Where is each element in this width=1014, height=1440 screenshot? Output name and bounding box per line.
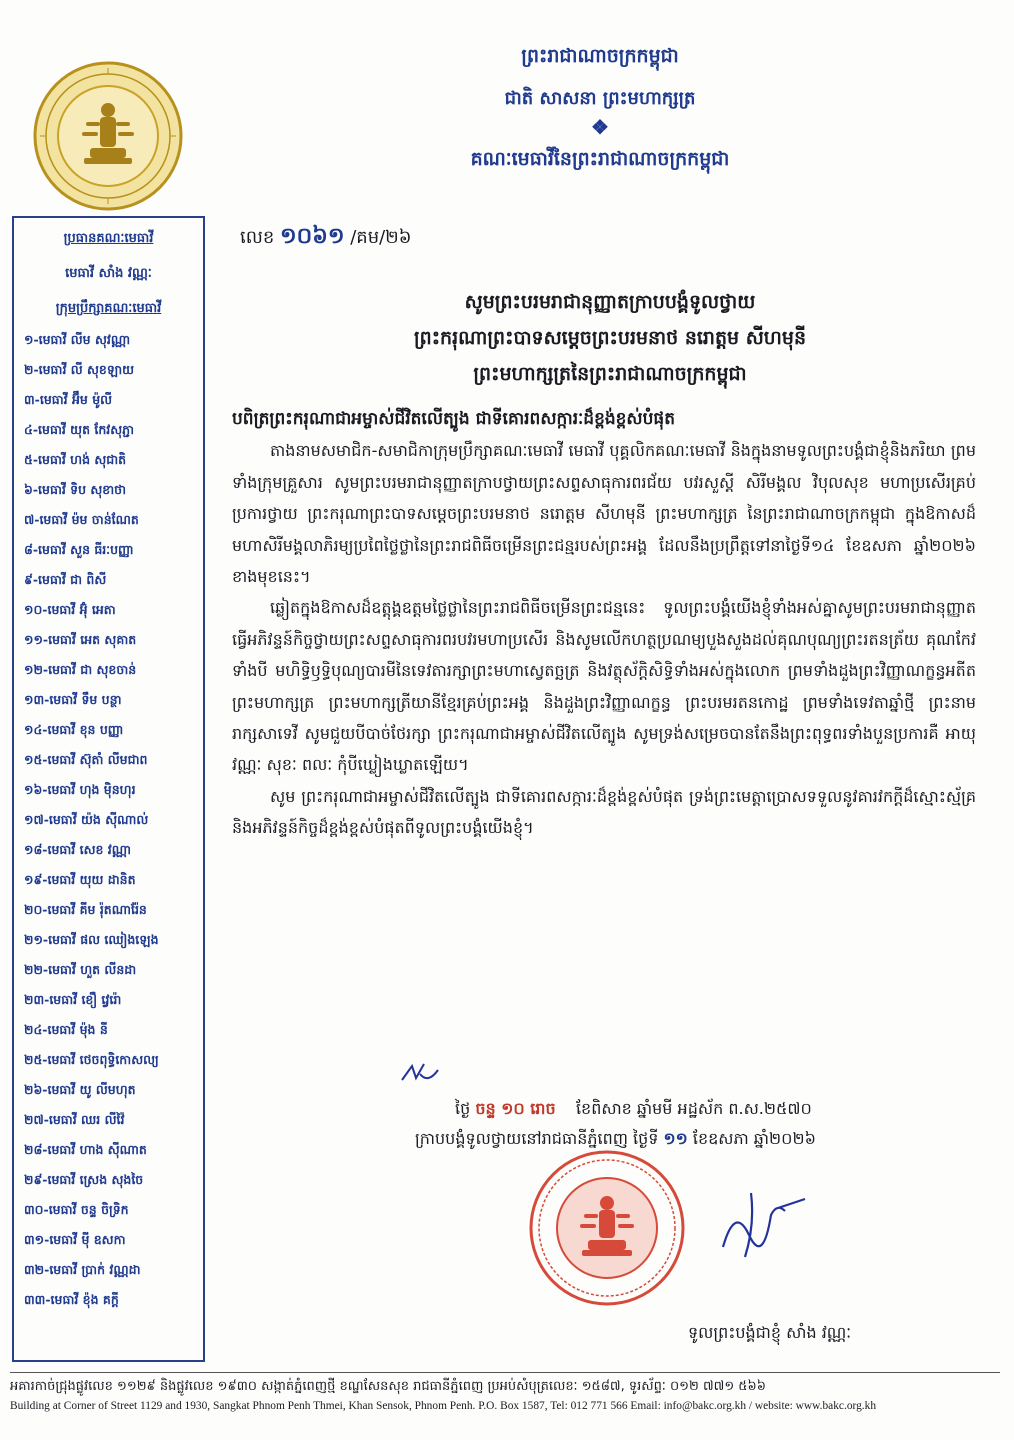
signature-icon <box>715 1185 815 1265</box>
reference-value: ១០៦១ <box>280 223 345 249</box>
lunar-date <box>455 1098 812 1122</box>
council-member-list <box>14 325 203 1315</box>
council-member: ៧-មេធាវី ម៉ម ចាន់ណែត <box>24 512 139 527</box>
lunar-rest: ខែពិសាខ ឆ្នាំមមី អដ្ឋស័ក ព.ស.២៥៧០ <box>575 1099 812 1118</box>
bar-association-seal <box>32 60 184 212</box>
council-member: ៣-មេធាវី អ៊ឹម ម៉ូលី <box>24 392 113 407</box>
council-member: ២៥-មេធាវី ថេចពុទ្ធិកោសល្យ <box>24 1052 159 1067</box>
letter-addressee <box>230 284 990 392</box>
council-member: ២០-មេធាវី គីម រ៉ុតណារ៉ែន <box>24 902 147 917</box>
council-member: ៨-មេធាវី សួន ធីរៈបញ្ញា <box>24 542 134 557</box>
letter-body <box>232 404 976 844</box>
council-member: ២-មេធាវី លី សុខឡាយ <box>24 362 135 377</box>
council-member: ៣៣-មេធាវី ខ៉ុង គក្តី <box>24 1292 119 1307</box>
council-member: ៣២-មេធាវី ប្រាក់ វណ្ណដា <box>24 1262 141 1277</box>
council-heading: ក្រុមប្រឹក្សាគណៈមេធាវី <box>55 301 162 316</box>
council-member: ១១-មេធាវី អេត សុគាត <box>24 632 137 647</box>
solar-rest: ខែឧសភា ឆ្នាំ២០២៦ <box>692 1129 816 1148</box>
council-member: ២៨-មេធាវី ហាង ស៊ីណាត <box>24 1142 147 1157</box>
initial-mark-icon <box>398 1058 442 1088</box>
council-member: ១៧-មេធាវី យ៉ង ស៊ីណាល់ <box>24 812 149 827</box>
salutation: បពិត្រព្រះករុណាជាអម្ចាស់ជីវិតលើត្បូង ជាទីគោរពសក្ការៈដ៏ខ្ពង់ខ្ពស់បំផុត <box>232 409 675 429</box>
council-member: ១៣-មេធាវី ទឹម បន្ថា <box>24 692 122 707</box>
lunar-prefix: ថ្ងៃ <box>455 1099 471 1118</box>
council-member: ២៣-មេធាវី ខឿ វ្វេរ៉ោ <box>24 992 122 1007</box>
addressee-line-1: សូមព្រះបរមរាជានុញ្ញាតក្រាបបង្គំទូលថ្វាយ <box>464 291 756 313</box>
council-member: ៥-មេធាវី ហង់ សុជាតិ <box>24 452 127 467</box>
council-member: ៣១-មេធាវី ម៉ី ឧសកា <box>24 1232 126 1247</box>
footer-address-english: Building at Corner of Street 1129 and 1930, Sangkat Phnom Penh Thmei, Khan Sensok, Phnom Penh. P.O. Box 1587, Tel: 012 771 566 Email: info@bakc.org.kh / website: www.bakc.org.kh <box>10 1400 877 1412</box>
council-sidebar <box>12 216 205 1362</box>
lunar-day: ចន្ទ ១០ រោច <box>475 1099 556 1118</box>
council-member: ១៥-មេធាវី ស៊ុតាំ លីមជាព <box>24 752 148 767</box>
footer-address-khmer: អគារកាច់ជ្រុងផ្លូវលេខ ១១២៩ និងផ្លូវលេខ ១៩៣០ សង្កាត់ភ្នំពេញថ្មី ខណ្ឌសែនសុខ រាជធានីភ្នំពេញ ប្រអប់សំបុត្រលេខៈ ១៥៨៧, ទូរស័ព្ទៈ ០១២ ៧៧១ ៥៦៦ <box>10 1379 766 1394</box>
ornament-icon: ❖ <box>591 115 609 139</box>
president-heading: ប្រធានគណៈមេធាវី <box>63 231 154 246</box>
addressee-line-2: ព្រះករុណាព្រះបាទសម្តេចព្រះបរមនាថ នរោត្តម សីហមុនី <box>413 327 807 349</box>
solar-prefix: ក្រាបបង្គំទូលថ្វាយនៅរាជធានីភ្នំពេញ ថ្ងៃទី <box>415 1129 659 1148</box>
council-member: ១២-មេធាវី ជា សុខចាន់ <box>24 662 137 677</box>
council-member: ៣០-មេធាវី ចន្ទ ចិទ្រិក <box>24 1202 129 1217</box>
council-member: ១-មេធាវី លីម សុវណ្ណា <box>24 332 131 347</box>
council-member: ១៩-មេធាវី យុយ ដានិត <box>24 872 136 887</box>
reference-suffix: /គម/២៦ <box>350 227 412 248</box>
council-member: ៦-មេធាវី ទិប សុខាថា <box>24 482 127 497</box>
paragraph-1: តាងនាមសមាជិក-សមាជិកាក្រុមប្រឹក្សាគណៈមេធាវី មេធាវី បុគ្គលិកគណៈមេធាវី និងក្នុងនាមទូលព្រះបង្គំជាខ្ញុំនិងភរិយា ព្រមទាំងក្រុមគ្រួសារ សូមព្រះបរមរាជានុញ្ញាតក្រាបថ្វាយព្រះសព្ទសាធុការពរជ័យ បវរសួស្តី សិរីមង្គល វិបុលសុខ មហាប្រសើរគ្រប់ប្រការថ្វាយ ព្រះករុណាព្រះបាទសម្តេចព្រះបរមនាថ នរោត្តម សីហមុនី ព្រះមហាក្សត្រ នៃព្រះរាជាណាចក្រកម្ពុជា ក្នុងឱកាសដ៏មហាសិរីមង្គលាភិរម្យប្រពៃថ្លៃថ្លានៃព្រះរាជពិធីចម្រើនព្រះជន្មរបស់ព្រះអង្គ ដែលនឹងប្រព្រឹត្តទៅនាថ្ងៃទី១៤ ខែឧសភា ឆ្នាំ២០២៦ ខាងមុខនេះ។ <box>232 441 976 587</box>
national-motto: ជាតិ សាសនា ព្រះមហាក្សត្រ <box>504 88 696 109</box>
council-member: ២៦-មេធាវី យូ លីមហុត <box>24 1082 136 1097</box>
council-member: ៩-មេធាវី ជា ពិសី <box>24 572 107 587</box>
signer-name: ទូលព្រះបង្គំជាខ្ញុំ សាំង វណ្ណៈ <box>688 1323 852 1342</box>
council-member: ៤-មេធាវី យុត កែវសុភ្ជា <box>24 422 135 437</box>
council-member: ២២-មេធាវី ហួត លីនដា <box>24 962 137 977</box>
reference-prefix: លេខ <box>240 227 275 248</box>
council-member: ១៤-មេធាវី ខុន បញ្ញា <box>24 722 124 737</box>
council-member: ១៦-មេធាវី ហុង ម៉ិនហុរ <box>24 782 136 797</box>
council-member: ២៤-មេធាវី ម៉ុង នី <box>24 1022 108 1037</box>
letterhead <box>380 38 820 175</box>
footer-divider <box>10 1372 1000 1373</box>
paragraph-2: ឆ្លៀតក្នុងឱកាសដ៏ឧត្តុង្គឧត្តមថ្លៃថ្លានៃព្រះរាជពិធីចម្រើនព្រះជន្មនេះ ទូលព្រះបង្គំយើងខ្ញុំទាំងអស់គ្នាសូមព្រះបរមរាជានុញ្ញាតធ្វើអភិវន្ទន៍កិច្ចថ្វាយព្រះសព្ទសាធុការពរបវរមហាប្រសើរ និងសូមលើកហត្ថប្រណម្យបួងសួងដល់គុណបុណ្យព្រះរតនត្រ័យ គុណកែវទាំងបី មហិទ្ធិឫទ្ធិបុណ្យបារមីនៃទេវតារក្សាព្រះមហាស្វេតច្ឆត្រ និងវត្ថុស័ក្តិសិទ្ធិទាំងអស់ក្នុងលោក ព្រមទាំងដួងព្រះវិញ្ញាណក្ខន្ធអតីតព្រះមហាក្សត្រ ព្រះមហាក្សត្រីយានីខ្មែរគ្រប់ព្រះអង្គ និងដួងព្រះវិញ្ញាណក្ខន្ធ ព្រះបរមរតនកោដ្ឋ ព្រមទាំងទេវតាឆ្នាំថ្មី ព្រះនាម រាក្សសាទេវី សូមជួយបីបាច់ថែរក្សា ព្រះករុណាជាអម្ចាស់ជីវិតលើត្បូង សូមទ្រង់សម្រេចបានតែនឹងព្រះពុទ្ធពរទាំងបួនប្រការគឺ អាយុ វណ្ណៈ សុខៈ ពលៈ កុំបីឃ្លៀងឃ្លាតឡើយ។ <box>232 598 976 775</box>
official-red-seal <box>528 1148 686 1308</box>
kingdom-title: ព្រះរាជាណាចក្រកម្ពុជា <box>521 45 679 67</box>
council-member: ១០-មេធាវី អ៊ុំ អេតា <box>24 602 116 617</box>
council-member: ២៩-មេធាវី ស្រេង សុងចៃ <box>24 1172 144 1187</box>
organization-name: គណៈមេធាវីនៃព្រះរាជាណាចក្រកម្ពុជា <box>470 148 730 170</box>
reference-number <box>240 222 412 254</box>
council-member: ២៧-មេធាវី ឈរ លីវ៉ៃ <box>24 1112 125 1127</box>
addressee-line-3: ព្រះមហាក្សត្រនៃព្រះរាជាណាចក្រកម្ពុជា <box>473 363 747 385</box>
president-name: មេធាវី សាំង វណ្ណៈ <box>65 266 152 281</box>
council-member: ២១-មេធាវី ផល ឈៀងឡេង <box>24 932 159 947</box>
paragraph-3: សូម ព្រះករុណាជាអម្ចាស់ជីវិតលើត្បូង ជាទីគោរពសក្ការៈដ៏ខ្ពង់ខ្ពស់បំផុត ទ្រង់ព្រះមេត្តាប្រោសទទួលនូវគារវកក្តីដ៏ស្មោះស្ម័គ្រនិងអភិវន្ទន៍កិច្ចដ៏ខ្ពង់ខ្ពស់បំផុតពីទូលព្រះបង្គំយើងខ្ញុំ។ <box>232 786 976 838</box>
solar-day: ១១ <box>663 1129 688 1148</box>
council-member: ១៨-មេធាវី សេខ វណ្ណា <box>24 842 131 857</box>
